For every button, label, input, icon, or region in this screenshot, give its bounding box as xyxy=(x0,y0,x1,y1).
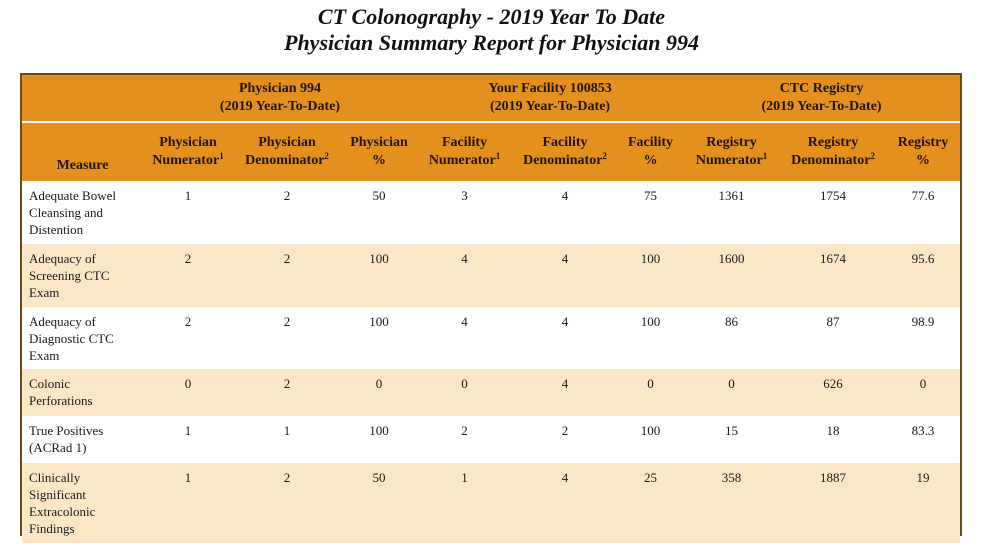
table-row xyxy=(22,181,960,244)
report-title xyxy=(0,4,983,56)
col-header-physician-denominator xyxy=(233,122,341,181)
measure-line: Colonic xyxy=(29,376,71,391)
measure-line: (ACRad 1) xyxy=(29,440,87,455)
facility-denominator-cell: 4 xyxy=(561,188,569,203)
footnote-marker: 1 xyxy=(762,151,768,161)
physician-pct-cell: 100 xyxy=(369,314,389,329)
measure-cell xyxy=(22,181,143,244)
measure-line: Findings xyxy=(29,521,75,536)
col-header-label: Facility xyxy=(542,135,588,150)
facility-numerator-cell: 2 xyxy=(461,423,468,438)
registry-numerator-cell: 15 xyxy=(725,423,739,438)
registry-denominator-cell: 1754 xyxy=(820,188,847,203)
registry-numerator-cell: 0 xyxy=(728,376,735,391)
col-header-facility-denominator xyxy=(512,122,618,181)
group-header-row xyxy=(22,75,960,122)
physician-numerator-cell: 2 xyxy=(184,251,192,266)
col-header-label: Denominator xyxy=(245,153,325,168)
col-header-label: Denominator xyxy=(791,153,871,168)
measure-line: Adequate Bowel xyxy=(29,188,117,203)
col-header-registry-denominator xyxy=(780,122,886,181)
measure-line: Clinically xyxy=(29,470,81,485)
physician-pct-cell: 0 xyxy=(375,376,383,391)
col-header-measure: Measure xyxy=(22,122,143,181)
measure-line: Adequacy of xyxy=(29,314,96,329)
measure-line: Distention xyxy=(29,222,84,237)
table-row xyxy=(22,463,960,543)
summary-table-frame xyxy=(20,73,962,536)
measure-line: Perforations xyxy=(29,393,93,408)
physician-numerator-cell: 1 xyxy=(184,423,192,438)
col-header-physician-pct xyxy=(341,122,417,181)
footnote-marker: 2 xyxy=(324,151,329,161)
measure-line: Adequacy of xyxy=(29,251,96,266)
registry-pct-cell: 98.9 xyxy=(911,314,935,329)
registry-pct-cell: 0 xyxy=(919,376,927,391)
col-header-label: Facility xyxy=(441,135,488,150)
col-header-label: Facility xyxy=(627,135,674,150)
registry-numerator-cell: 358 xyxy=(721,470,742,485)
col-header-label: Numerator xyxy=(152,153,220,168)
registry-numerator-cell: 1600 xyxy=(718,251,745,266)
table-row xyxy=(22,307,960,369)
col-header-facility-numerator xyxy=(417,122,512,181)
measure-line: Significant xyxy=(29,487,87,502)
col-header-label: Physician xyxy=(159,135,217,150)
facility-pct-cell: 100 xyxy=(640,423,661,438)
facility-denominator-cell: 2 xyxy=(561,423,569,438)
col-header-registry-numerator xyxy=(683,122,780,181)
group-physician-line1: Physician 994 xyxy=(238,81,322,96)
facility-numerator-cell: 4 xyxy=(461,314,468,329)
measure-line: Diagnostic CTC xyxy=(29,331,114,346)
table-row xyxy=(22,244,960,307)
measure-line: Exam xyxy=(29,285,60,300)
physician-pct-cell: 50 xyxy=(372,470,386,485)
col-header-label: Numerator xyxy=(695,153,763,168)
col-header-registry-pct xyxy=(886,122,960,181)
footnote-marker: 2 xyxy=(870,151,875,161)
measure-line: Cleansing and xyxy=(29,205,104,220)
table-body xyxy=(22,181,960,543)
col-header-label: % xyxy=(643,153,658,168)
physician-denominator-cell: 2 xyxy=(283,470,291,485)
group-facility-line1: Your Facility 100853 xyxy=(488,81,612,96)
registry-denominator-cell: 87 xyxy=(826,314,840,329)
measure-cell xyxy=(22,369,143,416)
group-header-blank xyxy=(22,75,143,122)
physician-numerator-cell: 2 xyxy=(184,314,192,329)
table-row xyxy=(22,416,960,463)
group-header-physician xyxy=(143,75,417,122)
col-header-label: Physician xyxy=(350,135,408,150)
facility-denominator-cell: 4 xyxy=(561,251,569,266)
physician-pct-cell: 50 xyxy=(372,188,386,203)
registry-denominator-cell: 18 xyxy=(826,423,840,438)
col-header-label: Physician xyxy=(258,135,316,150)
group-registry-line2: (2019 Year-To-Date) xyxy=(761,99,882,114)
title-line-2: Physician Summary Report for Physician 994 xyxy=(284,30,699,55)
registry-pct-cell: 19 xyxy=(916,470,930,485)
physician-denominator-cell: 2 xyxy=(283,188,291,203)
facility-denominator-cell: 4 xyxy=(561,314,569,329)
col-header-label: % xyxy=(372,153,386,168)
facility-pct-cell: 25 xyxy=(644,470,658,485)
col-header-label: Denominator xyxy=(523,153,603,168)
facility-pct-cell: 100 xyxy=(640,314,661,329)
facility-pct-cell: 0 xyxy=(647,376,654,391)
col-header-label: Registry xyxy=(706,135,757,150)
table-row xyxy=(22,369,960,416)
facility-numerator-cell: 3 xyxy=(461,188,468,203)
measure-cell xyxy=(22,307,143,369)
footnote-marker: 1 xyxy=(219,151,224,161)
col-header-physician-numerator xyxy=(143,122,233,181)
measure-line: True Positives xyxy=(29,423,104,438)
col-header-facility-pct xyxy=(618,122,683,181)
facility-denominator-cell: 4 xyxy=(561,470,569,485)
registry-pct-cell: 83.3 xyxy=(911,423,935,438)
group-header-registry xyxy=(683,75,960,122)
facility-numerator-cell: 1 xyxy=(461,470,468,485)
measure-line: Screening CTC xyxy=(29,268,110,283)
physician-numerator-cell: 1 xyxy=(184,188,192,203)
registry-denominator-cell: 1887 xyxy=(820,470,847,485)
footnote-marker: 2 xyxy=(602,151,607,161)
group-physician-line2: (2019 Year-To-Date) xyxy=(219,99,341,114)
measure-cell xyxy=(22,244,143,307)
measure-cell xyxy=(22,463,143,543)
col-header-label: % xyxy=(916,153,931,168)
group-header-facility xyxy=(417,75,683,122)
facility-pct-cell: 100 xyxy=(640,251,661,266)
registry-denominator-cell: 1674 xyxy=(820,251,847,266)
registry-pct-cell: 77.6 xyxy=(911,188,935,203)
group-registry-line1: CTC Registry xyxy=(779,81,864,96)
registry-pct-cell: 95.6 xyxy=(911,251,935,266)
column-header-row xyxy=(22,122,960,181)
physician-pct-cell: 100 xyxy=(369,423,389,438)
registry-numerator-cell: 86 xyxy=(725,314,739,329)
physician-denominator-cell: 2 xyxy=(283,251,291,266)
col-header-label: Registry xyxy=(897,135,949,150)
col-header-label: Registry xyxy=(807,135,859,150)
facility-denominator-cell: 4 xyxy=(561,376,569,391)
footnote-marker: 1 xyxy=(495,151,501,161)
facility-numerator-cell: 0 xyxy=(461,376,468,391)
group-facility-line2: (2019 Year-To-Date) xyxy=(489,99,611,114)
measure-cell xyxy=(22,416,143,463)
physician-denominator-cell: 1 xyxy=(283,423,291,438)
col-header-label: Numerator xyxy=(428,153,496,168)
physician-denominator-cell: 2 xyxy=(283,314,291,329)
measure-line: Extracolonic xyxy=(29,504,96,519)
registry-numerator-cell: 1361 xyxy=(718,188,745,203)
title-line-1: CT Colonography - 2019 Year To Date xyxy=(317,4,666,29)
physician-numerator-cell: 0 xyxy=(184,376,192,391)
facility-numerator-cell: 4 xyxy=(461,251,468,266)
physician-numerator-cell: 1 xyxy=(184,470,192,485)
facility-pct-cell: 75 xyxy=(644,188,658,203)
physician-summary-table xyxy=(22,75,960,543)
registry-denominator-cell: 626 xyxy=(823,376,843,391)
measure-line: Exam xyxy=(29,348,60,363)
physician-denominator-cell: 2 xyxy=(283,376,291,391)
physician-pct-cell: 100 xyxy=(369,251,389,266)
